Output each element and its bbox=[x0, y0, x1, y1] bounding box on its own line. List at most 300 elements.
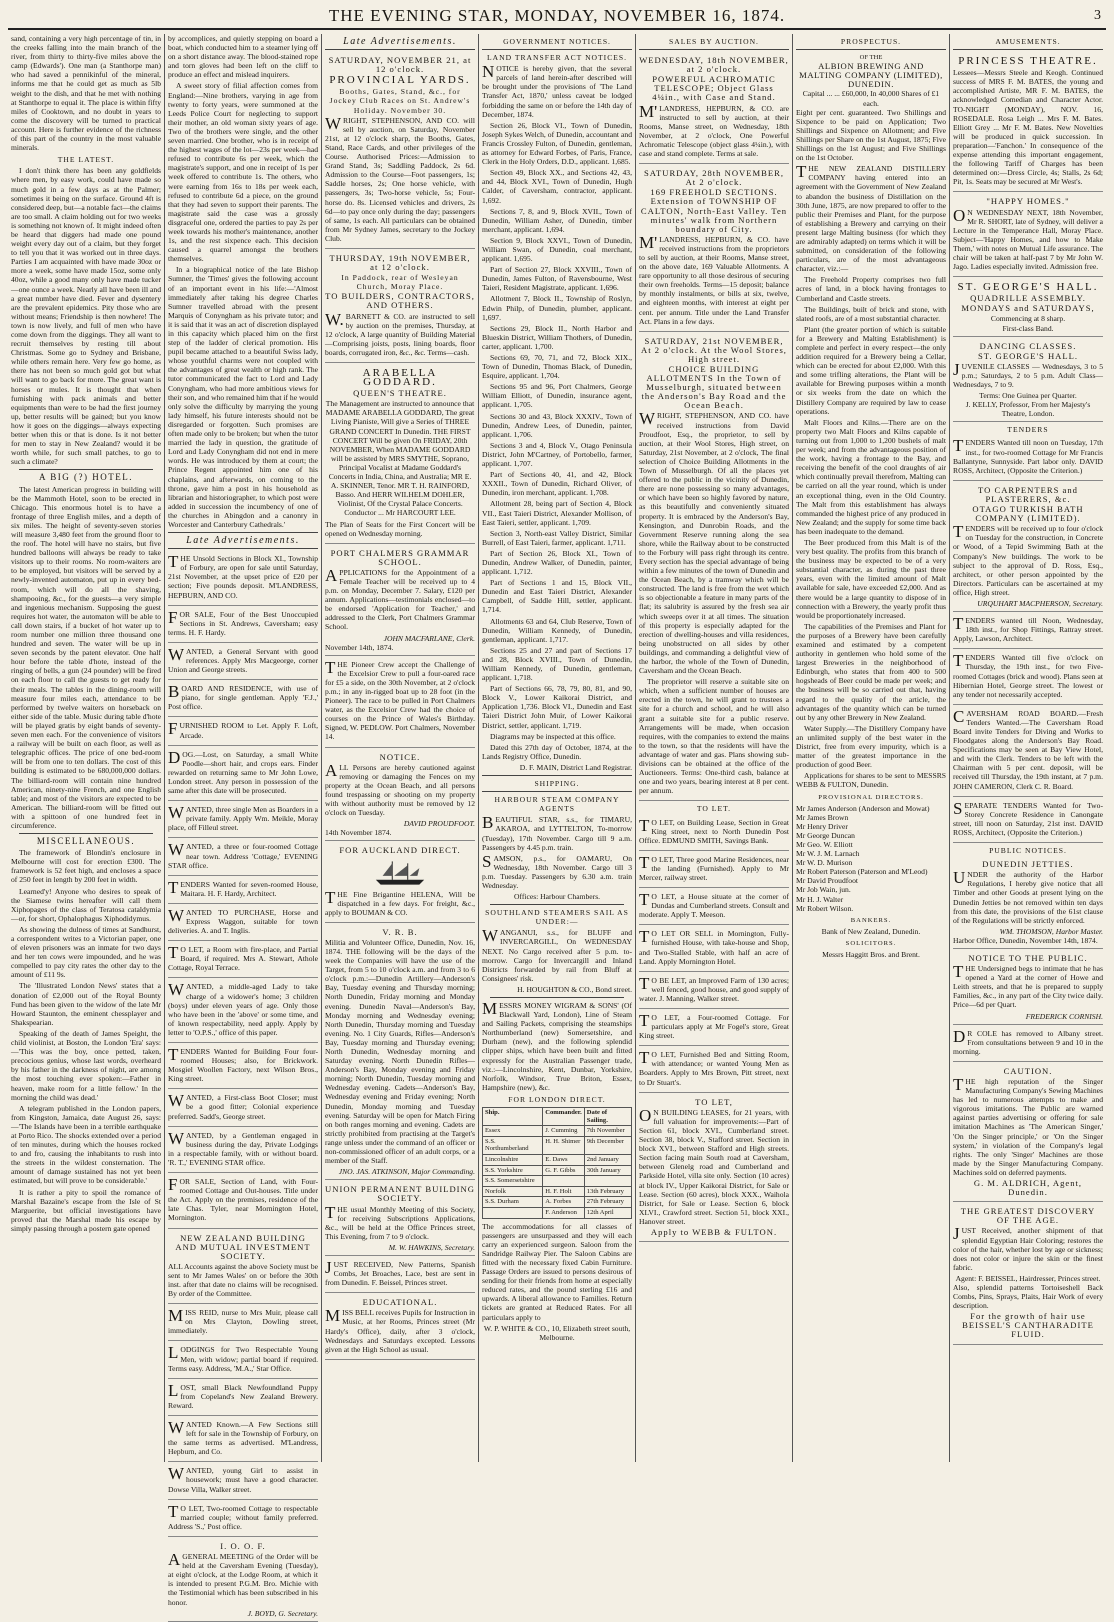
auction-heading: SALES BY AUCTION. bbox=[669, 37, 759, 46]
volunteer-ad bbox=[325, 925, 475, 1181]
table-cell: S.S. Durham bbox=[483, 1197, 543, 1208]
ad-text: WANTED Known.—A Few Sections still left for sale in the Township of Forbury, on the same terms as advertised. M'Landress, Hepburn, and Co. bbox=[168, 1418, 318, 1457]
ad-text: THE Undersigned begs to intimate that he has opened a Yard at the corner of Howe and Leith streets, and that he is prepared to supply Families, &c., in any part of the City twice daily. Price—6d per Quart. bbox=[953, 962, 1103, 1010]
misc-heading: MISCELLANEOUS. bbox=[36, 836, 136, 847]
lecture-ad bbox=[953, 194, 1103, 277]
ad-title: ARABELLA GODDARD. bbox=[362, 367, 438, 389]
classified-ad bbox=[168, 1381, 318, 1416]
director-name: Mr James Anderson (Anderson and Mowat) bbox=[796, 803, 930, 813]
tender-ad bbox=[953, 483, 1103, 612]
ad-subtitle: In Paddock, rear of Wesleyan Church, Moray Place. bbox=[341, 273, 459, 292]
director-name: Mr George Duncan bbox=[796, 830, 855, 840]
ad-text: M'LANDRESS, HEPBURN, & CO. have received instructions from the proprietors to sell by auction, at their Rooms, Manse street, on the above date, 169 Valuable Allotments. A rare opportunity to all those desirous of securing their own freeholds. Terms—15 deposit; balance by monthly instalments, or bills at six, twelve, and eighteen months, with interest at eight per cent. per annum. Title under the Land Transfer Act. Plans in a few days. bbox=[639, 232, 789, 326]
ad-date: WEDNESDAY, 18th NOVEMBER, at 2 o'clock. bbox=[639, 55, 789, 75]
table-cell: J. Cumming bbox=[543, 1126, 585, 1137]
ad-text: M'LANDRESS, HEPBURN, & CO. are instructed to sell by auction, at their Rooms, Manse street, on Wednesday, 18th November, at 2 o'clock, One Powerful Achromatic Telescope (object glass 4¼in.), with case and stand complete. Terms at sale. bbox=[639, 101, 789, 159]
solicitors-heading: SOLICITORS. bbox=[845, 939, 897, 947]
prospectus-paragraph: The Freehold Property comprises two full acres of land, in a block having frontages to Cumberland and Castle streets. bbox=[796, 275, 946, 303]
table-cell: 7th November bbox=[584, 1126, 631, 1137]
london-heading: FOR LONDON DIRECT. bbox=[508, 1094, 606, 1104]
ad-text: Lessees—Messrs Steele and Keogh. Continued success of MRS F. M. BATES, the young and accomplished Artiste, MR F. M. BATES, the acknowledged Comedian and Character Actor. TO-NIGHT (MONDAY), NOV. 16, ROSEDALE. Rosa Leigh ... Mrs F. M. Bates. Elliott Grey ... Mr F. M. Bates. New Novelties will be produced in quick succession. In preparation—'Fanchon.' In consequence of the expense attending this important engagement, the following Tariff of Charges has been determined on:—Dress Circle, 4s; Stalls, 2s 6d; Pit, 1s. Seats may be secured at Mr West's. bbox=[953, 68, 1103, 187]
ad-title: NOTICE TO THE PUBLIC. bbox=[968, 952, 1088, 963]
divider bbox=[325, 49, 475, 50]
land-entry: Allotment 7, Block II., Township of Roslyn, Edwin Philp, of Dunedin, plumber, applicant. 1,697. bbox=[482, 294, 632, 322]
auction-ad bbox=[325, 251, 475, 363]
divider bbox=[953, 49, 1103, 50]
theatre-ad bbox=[953, 53, 1103, 192]
ad-text: DR COLE has removed to Albany street. From consultations between 9 and 10 in the morning. bbox=[953, 1026, 1103, 1056]
ad-date: SATURDAY, 21st NOVEMBER, At 2 o'clock. At the Wool Stores, High street. bbox=[641, 335, 787, 364]
late-advertisements-heading: Late Advertisements. bbox=[186, 535, 300, 547]
ad-text: WANTED, a First-class Boot Closer; must be a good fitter; Colonial experience preferred. Sadd's, George street. bbox=[168, 1091, 318, 1121]
prospectus-paragraph: The capabilities of the Premises and Plant for the purposes of a Brewery have been carefully examined and estimated by a competent authority in gentlemen who hold some of the largest Breweries in the neighborhood of Edinburgh, who states that from 400 to 500 hogsheads of Beer could be made per week; and the business will be so carried out that, having regard to the quality of the article, the advantages of the quantity which can be turned out by any other Brewery in New Zealand. bbox=[796, 621, 946, 722]
divider bbox=[490, 904, 624, 905]
classified-ad bbox=[168, 1343, 318, 1378]
ad-text: FOR SALE, Section of Land, with Four-roomed Cottage and Out-houses. Title under the Act. Apply on the premises, residence of the late Chas. Tyler, near Mornington Hotel, Mornington. bbox=[168, 1175, 318, 1223]
ad-text: TENDERS Wanted for seven-roomed House, Maitara. H. F. Hardy, Architect. bbox=[168, 877, 318, 898]
classified-ad bbox=[168, 1464, 318, 1499]
ad-text: First-class Band. bbox=[1002, 323, 1054, 333]
prospectus-paragraph: Malt Floors and Kilns.—There are on the property two Malt Floors and Kilns capable of turning out from 1,000 to 1,200 bushels of malt per week; and from the advantageous position of the work, having a frontage to the Bay, and receiving the benefit of the cool draughts of air which continually prevail therefrom, Malting can be carried on all the year round, which is under an exceptional thing, even in the Old Country. The Malt from this establishment has always commanded the highest price of any produced in New Zealand; and the supply for some time back has been inadequate to the demand. bbox=[796, 417, 946, 536]
ad-text: TENDERS Wanted for Building Four four-roomed Houses; also, for Brickwork. Mosgiel Woollen Factory, next Wilson Bros., King street. bbox=[168, 1045, 318, 1084]
misc-item: A telegram published in the London papers, from Kingston, Jamaica, date August 26, says:—'The Islands have been in a terrible earthquake at Porto Rico. The shocks extended over a period of ten minutes, during which the houses rocked to and fro, causing the inhabitants to rush into the streets in the wildest consternation. The amount of damage sustained has not yet been estimated, but will prove to be considerable.' bbox=[11, 1103, 161, 1186]
classified-ad bbox=[168, 840, 318, 875]
table-cell: H. F. Holt bbox=[543, 1186, 585, 1197]
column-1 bbox=[8, 34, 164, 1462]
ad-text: BOARD AND RESIDENCE, with use of piano, for single gentleman. Apply 'F.J.,' Post office. bbox=[168, 682, 318, 712]
ad-subtitle: ST. GEORGE'S HALL. bbox=[977, 350, 1079, 361]
ad-title: TO LET, bbox=[695, 1096, 733, 1107]
ad-text: WANTED, a General Servant with good references. Apply Mrs Macgeorge, corner Union and George streets. bbox=[168, 644, 318, 675]
classified-ad bbox=[168, 645, 318, 680]
director-name: Mr W. D. Murison bbox=[796, 858, 853, 868]
table-header: Commander. bbox=[543, 1108, 585, 1126]
column-7 bbox=[949, 34, 1106, 1462]
prospectus-paragraph: The Beer produced from this Malt is of the very best quality. The profits from this branch of the business may be expected to be of a very substantial character, as during the past three years, even with the limited amount of Malt available for sale, have exceeded £2,000. And as there would be a large quantity to dispose of in connection with a Brewery, the yearly profit thus would be proportionately increased. bbox=[796, 537, 946, 620]
ad-title: CAUTION. bbox=[1003, 1065, 1053, 1076]
ad-subtitle: OTAGO TURKISH BATH COMPANY (LIMITED). bbox=[972, 504, 1084, 524]
ad-text: WANTED, a middle-aged Lady to take charge of a widower's home; 3 children (boys) under eleven years of age. Only those who have been in the 'above' or some time, and of known respectability, need apply. Apply by letter to 'O.P.S.,' office of this paper. bbox=[168, 980, 318, 1037]
ad-title: CHOICE BUILDING ALLOTMENTS In the Town of Musselburgh, situated between the Anderson's Bay Road and the Ocean Beach. bbox=[641, 364, 787, 411]
director-name: Mr James Brown bbox=[796, 812, 849, 822]
ad-title: THE GREATEST DISCOVERY OF THE AGE. bbox=[960, 1206, 1096, 1226]
ad-text: TENDERS wanted till Noon, Wednesday, 18th inst., for Shop Fittings, Rattray street. Apply, Lawson, Architect. bbox=[953, 614, 1103, 644]
ad-text: ON BUILDING LEASES, for 21 years, with full valuation for improvements:—Part of Section 61, block XVI., Cumberland street. Section 38, block V., Stafford street. Section in block XVI., between Stafford and High streets. Section facing main South road at Caversham, between Glenelg road and Cumberland and Parkside Hotel, villa site only. Section (10 acres) at block IV., Upper Kaikorai District, for Sale or Lease. Section (60 acres), block XXX., Waihola District, for Sale or Lease. Section 6, block XLVI., Crawford street. Section 51, block XXI., Hanover street. bbox=[639, 1105, 789, 1226]
table-cell: 12th April bbox=[584, 1207, 631, 1218]
land-intro: NOTICE is hereby given, that the several parcels of land herein-after described will be brought under the provisions of 'The Land Transfer Act, 1870,' unless caveat be lodged forbidding the same on or before the 14th day of December, 1874. bbox=[482, 62, 632, 119]
ad-signature: DAVID PROUDFOOT. bbox=[403, 819, 475, 829]
classified-ad bbox=[168, 1418, 318, 1462]
column-6 bbox=[792, 34, 949, 1462]
classified-ad bbox=[325, 1258, 475, 1293]
misc-item: It is rather a pity to spoil the romance of Marshal Bazaine's escape from the Isle of St Marguerite, but official investigations have proved that the Marshal made his escape by simply passing through a postern gate opened bbox=[11, 1187, 161, 1233]
ad-text: Also, splendid patterns Tortoiseshell Back Combs, Pins, Sprays, Plaits, Hair Work of every description. bbox=[953, 1282, 1103, 1311]
land-entry: Section 9, Block XXVI., Town of Dunedin, William Swan, of Dunedin, coal merchant, applicant. 1,695. bbox=[482, 235, 632, 264]
table-row bbox=[483, 1165, 632, 1176]
table-cell: E. Daws bbox=[543, 1155, 585, 1166]
ad-signature: URQUHART MACPHERSON, Secretary. bbox=[977, 598, 1103, 608]
column-2 bbox=[164, 34, 321, 1618]
ad-heading: I. O. O. F. bbox=[220, 1540, 266, 1551]
government-notices-heading: GOVERNMENT NOTICES. bbox=[503, 37, 611, 46]
classified-ad bbox=[168, 1129, 318, 1173]
ad-title: V. R. B. bbox=[382, 926, 418, 937]
classified-ad bbox=[168, 943, 318, 978]
table-cell: S.S. Yorkshire bbox=[483, 1165, 543, 1176]
ad-title: PROVINCIAL YARDS. bbox=[329, 74, 471, 87]
ad-text: TO LET, on Building Lease, Section in Great King street, next to North Dunedin Post Office. EDMUND SMITH, Savings Bank. bbox=[639, 815, 789, 845]
ad-signature: WM. THOMSON, Harbor Master. bbox=[999, 926, 1103, 936]
ad-title: "HAPPY HOMES." bbox=[986, 196, 1070, 207]
ad-text: TO LET, Furnished Bed and Sitting Room, with attendance; or wanted Young Men as Boarders. Apply to Mrs Brown, Pitt street, next to Dr Stuart's. bbox=[639, 1048, 789, 1087]
ad-text: THE Fine Brigantine HELENA, Will be dispatched in a few days. For freight, &c., apply to BOUMAN & CO. bbox=[325, 887, 475, 917]
table-cell: Lincolnshire bbox=[483, 1155, 543, 1166]
land-entry: Section 26, Block VI., Town of Dunedin, Joseph Sykes Welch, of Dunedin, accountant and Francis Crossley Fulton, of Dunedin, gentleman, as attorney for Edward Forbes, of Paris, France, Clerk in the Holy Orders, D.D., applicant. 1,685. bbox=[482, 120, 632, 167]
ad-signature: JNO. JAS. ATKINSON, Major Commanding. bbox=[338, 1167, 475, 1177]
ad-title: EDUCATIONAL. bbox=[362, 1297, 438, 1308]
divider bbox=[168, 532, 318, 533]
classified-ad bbox=[168, 803, 318, 838]
land-entry: Part of Sections 66, 78, 79, 80, 81, and 90, Block V., Lower Kaikorai District, and Application 1,736. Block VI., Dunedin and East Taieri District John Muir, of Lower Kaikorai District, settler, applicant. 1,719. bbox=[482, 684, 632, 730]
of-the-label: OF THE bbox=[859, 54, 883, 62]
director-name: Mr Geo. W. Elliott bbox=[796, 839, 853, 849]
lease-ad bbox=[639, 1095, 789, 1242]
tenders-heading: TENDERS bbox=[1007, 425, 1049, 435]
ad-title: NOTICE. bbox=[379, 751, 421, 762]
notice-ad bbox=[953, 951, 1103, 1025]
ad-text: ALL Persons are hereby cautioned against removing or damaging the Fences on my property at the Ocean Beach, and all persons found trespassing or shooting on my property with without authority must be removed by 12 o'clock on Tuesday. bbox=[325, 760, 475, 818]
land-entry: Sections 7, 8, and 9, Block XVII., Town of Dunedin, William Asher, of Dunedin, timber merchant, applicant. 1,694. bbox=[482, 206, 632, 234]
ad-text: TO LET, a Room with fire-place, and Partial Board, if required. Mrs A. Stewart, Athole Cottage, Royal Terrace. bbox=[168, 943, 318, 973]
land-entry: Sections 95 and 96, Port Chalmers, George William Elliott, of Dunedin, insurance agent, applicant. 1,705. bbox=[482, 382, 632, 410]
ad-text: JUST RECEIVED, New Patterns, Spanish Combs, Jet Broaches, Lace, best are sent in from Dunedin. F. Beissel, Princes street. bbox=[325, 1257, 475, 1288]
column-3 bbox=[321, 34, 478, 1462]
tender-ad bbox=[953, 707, 1103, 797]
classified-ad bbox=[168, 1306, 318, 1341]
table-cell bbox=[483, 1207, 543, 1218]
table-header: Date of Sailing. bbox=[584, 1108, 631, 1126]
ad-text: WANTED, young Girl to assist in housework; must have a good character. Dowse Villa, Walker street. bbox=[168, 1464, 318, 1494]
divider bbox=[639, 49, 789, 50]
land-entry: Section 3, North-east Valley District, Similar Burrell, of East Taieri, farmer, applicant. 1,711. bbox=[482, 528, 632, 547]
land-date: Dated this 27th day of October, 1874, at the Lands Registry Office, Dunedin. bbox=[482, 742, 632, 761]
divider bbox=[482, 791, 632, 792]
land-entry: Part of Section 27, Block XXVIII., Town of Dunedin, James Fulton, of Ravensbourne, West Taieri, Resident Magistrate, applicant. 1,696. bbox=[482, 265, 632, 293]
tender-ad bbox=[953, 614, 1103, 649]
ad-date: November 14th, 1874. bbox=[325, 642, 394, 652]
classified-ad bbox=[639, 816, 789, 851]
classified-ad bbox=[168, 1175, 318, 1228]
ad-agent: Agent: F. BEISSEL, Hairdresser, Princes street. bbox=[955, 1273, 1101, 1283]
classified-ad bbox=[168, 682, 318, 717]
misc-item: As showing the dulness of times at Sandhurst, a correspondent writes to a Victorian paper, one of eleven prisoners was an inmate for two days and her ten cows were impounded, and he was compelled to pay city rates the other day to the amount of £11 9s. bbox=[11, 924, 161, 980]
ad-text: TO BE LET, an Improved Farm of 130 acres; well fenced, good house, and good supply of water. J. Manning, Walker street. bbox=[639, 973, 789, 1003]
ship-notice: SAMSON, p.s., for OAMARU, On Wednesday, 18th November. Cargo till 3 p.m. Tuesday. Passengers by 6.30 a.m. train Wednesday. bbox=[482, 851, 632, 890]
ad-subtitle: QUEEN'S THEATRE. bbox=[353, 388, 447, 399]
ad-text: JUVENILE CLASSES — Wednesdays, 3 to 5 p.m.; Saturdays, 2 to 5 p.m. Adult Class—Wednesdays, 7 to 9. bbox=[953, 359, 1103, 389]
table-row bbox=[483, 1155, 632, 1166]
column-4 bbox=[478, 34, 635, 1462]
ad-footer: For the growth of hair use BEISSEL'S CANTHARADITE FLUID. bbox=[962, 1311, 1094, 1340]
table-cell: Norfolk bbox=[483, 1186, 543, 1197]
table-cell: 9th December bbox=[584, 1136, 631, 1154]
classified-ad bbox=[168, 1539, 318, 1622]
ad-text: UNDER the authority of the Harbor Regulations, I hereby give notice that all Timber and other Goods at present lying on the Dunedin Jetties be not removed within ten days from this date, the provisions of the 61st clause of the Regulations will be strictly enforced. bbox=[953, 868, 1103, 925]
divider bbox=[19, 833, 153, 834]
article-continuation: by accomplices, and quietly stepping on board a boat, which conducted him to a steamer lying off on a short distance away. The blood-stained rope and torn gloves had been left on the cliff to produce an effect and mislead inquirers. bbox=[168, 34, 318, 80]
classified-ad bbox=[168, 1045, 318, 1089]
prospectus-paragraph: Water Supply.—The Distillery Company have an unlimited supply of the best water in the District, free from every impurity, which is a matter of the greatest importance in the production of good Beer. bbox=[796, 723, 946, 770]
ad-subtitle: Booths, Gates, Stand, &c., for Jockey Club Races on St. Andrew's Holiday. November 30. bbox=[329, 87, 471, 115]
ad-text: WANTED, by a Gentleman engaged in business during the day, Private Lodgings in a respectable family, with or without board. 'R. T.,' EVENING STAR office. bbox=[168, 1128, 318, 1167]
ad-date: Harbor Office, Dunedin, November 14th, 1874. bbox=[953, 935, 1098, 945]
tender-ad bbox=[953, 799, 1103, 843]
masthead bbox=[8, 6, 1106, 30]
education-ad bbox=[325, 1295, 475, 1360]
ad-signature: Apply to WEBB & FULTON. bbox=[650, 1226, 778, 1237]
to-let-heading: TO LET. bbox=[696, 804, 732, 814]
ad-date: THURSDAY, 19th NOVEMBER, at 12 o'clock. bbox=[329, 252, 471, 273]
table-header-row bbox=[483, 1108, 632, 1126]
land-entry: Section 49, Block XX., and Sections 42, 43, and 44, Block XVI., Town of Dunedin, Hugh Calder, of Caversham, contractor, applicant. 1,692. bbox=[482, 168, 632, 205]
ad-title: DUNEDIN JETTIES. bbox=[982, 859, 1074, 870]
land-transfer-heading: LAND TRANSFER ACT NOTICES. bbox=[486, 53, 628, 63]
challenge-ad bbox=[325, 658, 475, 748]
latest-heading: THE LATEST. bbox=[57, 155, 115, 165]
ship-notice: BEAUTIFUL STAR, s.s., for TIMARU, AKAROA, and LYTTELTON, To-morrow (Tuesday), 17th November. Cargo till 9 a.m. Passengers by 4.45 p.m. train. bbox=[482, 813, 632, 852]
bankers-name: Bank of New Zealand, Dunedin. bbox=[821, 926, 921, 936]
capital-line: Capital ... ... £60,000, In 40,000 Shares of £1 each. bbox=[802, 89, 940, 108]
ad-text: LOST, small Black Newfoundland Puppy from Copeland's New Zealand Brewery. Reward. bbox=[168, 1380, 318, 1410]
shipping-heading: SHIPPING. bbox=[534, 779, 580, 789]
ad-text: ON WEDNESDAY NEXT, 18th November, Mr R. SHORT, late of Sydney, will deliver a Lecture in the Temperance Hall, Moray Place. Subject—'Happy Homes, and how to Make Them,' with notes on Mutual Life assurance. The chair will be taken at half-past 7 by Mr John W. Jago. Ladies especially invited. Admission free. bbox=[953, 205, 1103, 272]
ad-text: Terms: One Guinea per Quarter. bbox=[979, 391, 1077, 401]
prospectus-paragraph: The Buildings, built of brick and stone, with slated roofs, are of a most substantial character. bbox=[796, 304, 946, 323]
land-entry: Part of Sections 1 and 15, Block VII., Dunedin and East Taieri District, Alexander Campbell, of Saddle Hill, settler, applicant. 1,714. bbox=[482, 578, 632, 615]
ad-text: MISS BELL receives Pupils for Instruction in Music, at her Rooms, Princes street (Mr Hardy's Office), daily, after 3 o'clock, Wednesdays and Saturdays excepted. Lessons given at the High School as usual. bbox=[325, 1306, 475, 1354]
ad-signature: JOHN MACFARLANE, Clerk. bbox=[383, 633, 475, 643]
prospectus-heading: PROSPECTUS. bbox=[840, 37, 902, 46]
table-cell: 30th January bbox=[584, 1165, 631, 1176]
table-row bbox=[483, 1207, 632, 1218]
land-signature: D. F. MAIN, District Land Registrar. bbox=[519, 762, 632, 772]
ship-icon bbox=[371, 858, 429, 888]
ad-text: TENDERS Wanted till five o'clock on Thursday, the 19th inst., for two Five-roomed Cottages (brick and wood). Plans seen at Hibernian Hotel, George street. The lowest or any tender not necessarily accepted. bbox=[953, 651, 1103, 699]
ad-text: APPLICATIONS for the Appointment of a Female Teacher will be received up to 4 p.m. on Monday, December 7. Salary, £120 per annum. Applications—testimonials enclosed—to be endorsed 'Application for Teacher,' and addressed to the Clerk, Port Chalmers Grammar School. bbox=[325, 565, 475, 632]
divider bbox=[796, 49, 946, 50]
masthead-title: THE EVENING STAR, MONDAY, NOVEMBER 16, 1874. bbox=[328, 6, 786, 25]
ad-date: SATURDAY, 28th NOVEMBER, At 2 o'clock. bbox=[643, 168, 785, 188]
ad-subtitle: QUADRILLE ASSEMBLY. bbox=[970, 293, 1086, 304]
ad-title: DANCING CLASSES. bbox=[979, 340, 1077, 351]
late-advertisements-heading: Late Advertisements. bbox=[343, 36, 457, 47]
ad-text: THE Pioneer Crew accept the Challenge of the Excelsior Crew to pull a four-oared race for £5 a side, on the 30th November, at 2 o'clock p.m.; in any in-rigged boat up to 28 foot (in the Pioneer). The race to be pulled in Port Chalmers water, as the Excelsior Crew had the choice of courses on the Prince of Wales's Birthday. Signed, W. PEDLOW. Port Chalmers, November 14. bbox=[325, 657, 475, 742]
hotel-article: The latest American progress in building will be the Mammoth Hotel, soon to be erected in Chicago. This enormous hotel is to have a frontage of three English miles, and a depth of six miles. The height of seventy-seven stories will measure 3,480 feet from the ground floor to the roof. The hotel will have no stairs, but five hundred balloons will always be ready to take visitors up to their rooms. No room-waiters are to be employed, but visitors will be served by a newly-invented automaton, put up in every bed-room, which will do all the shaving, shampooing, &c., for the guests—a very simple and ingenious mechanism. Supposing the guest requires hot water, the automaton will be able to call down stairs, if a bucket of hot water up to room number one million three thousand one hundred and seven. The water will be up in seven seconds by the patent elevator. One half hour before the table d'hote, instead of the ringing of bells, a gun (24 pounder) will be fired on each floor to call the guests to get ready for their meals. The tables in the dining-room will measure four miles each, attendance to be performed by twelve waiters on horseback on either side of the table. Music during table d'hote will be played gratis by eight bands of seventy-seven men each. For the convenience of visitors a railway will be built on each floor, as well as telegraphic offices. The price of one bed-room will be from one to ten dollars. The cost of this building is estimated to be 680,000,000 dollars. The billiard-room will contain nine hundred American, ninety-nine French, and one English table; and most of the visitors are expected to be American. The billiard-room will be fitted out with a spittoon of one hundred feet in circumference. bbox=[11, 484, 161, 830]
ad-title: PRINCESS THEATRE. bbox=[958, 55, 1098, 68]
land-note: Diagrams may be inspected at this office. bbox=[490, 731, 616, 741]
auction-ad bbox=[639, 334, 789, 802]
table-row bbox=[483, 1176, 632, 1187]
director-name: Mr Robert Wilson. bbox=[796, 903, 854, 913]
ad-text: WANTED, three single Men as Boarders in a private family. Apply Wm. Meikle, Moray place, off Filleul street. bbox=[168, 803, 318, 833]
divider bbox=[482, 775, 632, 776]
ad-title: POWERFUL ACHROMATIC TELESCOPE; Object Glass 4¼in., with Case and Stand. bbox=[652, 74, 776, 103]
solicitors-name: Messrs Haggitt Bros. and Brent. bbox=[822, 950, 920, 959]
table-cell bbox=[543, 1176, 585, 1187]
ad-text: WANTED TO PURCHASE, Horse and Express Waggon, suitable for town deliveries. A. and T. Inglis. bbox=[168, 905, 318, 936]
table-cell: 2nd January bbox=[584, 1155, 631, 1166]
ad-title: PORT CHALMERS GRAMMAR SCHOOL. bbox=[330, 547, 470, 567]
harbour-heading: HARBOUR STEAM COMPANY AGENTS bbox=[494, 795, 620, 814]
ad-text: FURNISHED ROOM to Let. Apply F. Loft, Arcade. bbox=[168, 719, 318, 740]
ad-text: DOG.—Lost, on Saturday, a small White Poodle—short hair, and crops ears. Finder rewarded on returning same to Mr John Lowe, London street. Any person in possession of the same after this date will be prosecuted. bbox=[168, 747, 318, 796]
shipping-ad bbox=[325, 843, 475, 922]
ad-signature: M. W. HAWKINS, Secretary. bbox=[388, 1242, 475, 1252]
goldfields-article-intro: sand, containing a very high percentage of tin, in the creeks falling into the main branch of the river, from thirty to thirty-five miles above the camp (Edwards'). One man (a Stanthorpe man) who had saved a pennikinful of the mineral, informs me that he could get as much as 5lb weight to the dish, and that he met with nothing at Stanthorpe to equal it. The place is within fifty miles of Cooktown, and no doubt in years to come the discovery will be turned to practical account. Here is further evidence of the richness of this part of the country in the most valuable minerals. bbox=[11, 34, 161, 153]
divider bbox=[19, 469, 153, 470]
classified-ad bbox=[168, 878, 318, 904]
land-entry: Sections 30 and 43, Block XXXIV., Town of Dunedin, Andrew Lees, of Dunedin, painter, applicant. 1,706. bbox=[482, 411, 632, 439]
ad-text: JUST Received, another shipment of that splendid Egyptian Hair Coloring; restores the color of the hair, whether lost by age or sickness; does not color or injure the skin or the finest fabric. bbox=[953, 1224, 1103, 1272]
classified-ad bbox=[168, 906, 318, 941]
ad-text: WRIGHT, STEPHENSON, AND CO. will sell by auction, on Saturday, November 21st, at 12 o'clock sharp, the Booths, Gates, Stand, Race Cards, and other privileges of the Course. Authorised Prices:—Admission to Grand Stand, 3s; Saddling Paddock, 2s 6d. Admission to the Course—Foot passengers, 1s; Saddle horses, 2s; One horse vehicle, with passengers, 3s; Two-horse vehicle, 5s; Four-horse do. 8s. Licensed vehicles and drivers, 2s 6d—to pay once only during the day; passengers of same, 1s each. All particulars can be obtained from Mr Sydney James, secretary to the Jockey Club. bbox=[325, 113, 475, 243]
auction-ad bbox=[639, 53, 789, 164]
ad-text: TO LET, Three good Marine Residences, near the landing (Furnished). Apply to Mr Mercer, railway street. bbox=[639, 852, 789, 882]
director-name: Mr Job Wain, jun. bbox=[796, 885, 851, 895]
ad-title: 169 FREEHOLD SECTIONS. Extension of TOWNSHIP OF CALTON, North-East Valley. Ten minutes' walk from Northern boundary of City. bbox=[640, 187, 788, 234]
ad-heading: NEW ZEALAND BUILDING AND MUTUAL INVESTMENT SOCIETY. bbox=[175, 1232, 311, 1261]
ad-text: THE usual Monthly Meeting of this Society, for receiving Subscriptions Applications, &c., will be held at the Office Princes street, This Evening, from 7 to 9 o'clock. bbox=[325, 1202, 475, 1241]
table-signature: W. P. WHITE & CO., 10, Elizabeth street south, Melbourne. bbox=[483, 1323, 631, 1342]
ad-title: ST. GEORGE'S HALL. bbox=[957, 281, 1099, 294]
ad-text: TO LET, a House situate at the corner of Dundas and Cumberland streets. Consult and moderate. Apply T. Meeson. bbox=[639, 890, 789, 920]
prospectus-intro: Eight per cent. guaranteed. Two Shillings and Sixpence to be paid on Application; Two Shillings and Sixpence on Allotment; and Five Shillings per Share on the 1st August, 1875; Five Shillings on the 1st August; and Five Shillings on the 1st October. bbox=[796, 107, 946, 163]
land-entry: Allotment 28, being part of Section 4, Block VII., East Taieri District, Alexander Mollison, of East Taieri, settler, applicant. 1,709. bbox=[482, 499, 632, 527]
ad-text: WRIGHT, STEPHENSON, AND CO. have received instructions from David Proudfoot, Esq., the proprietor, to sell by auction, at their Wool Stores, High street, on Saturday, 21st November, at 2 o'clock, The final selection of Choice Building Allotments in the Town of Musselburgh. Of all the places yet offered to the public in the vicinity of Dunedin, there are none possessing so many advantages, or which have been so highly favored by nature, as this beautifully and conveniently situated property. It is embraced by the Anderson's Bay, Kensington, and Dunrobin Roads, and the Government Reserve running along the sea shore, while the Railway about to be constructed to the Forbury will pass right through its centre. Every section has the special advantage of being within a few minutes of the town of Dunedin and the Ocean Beach, by a tramway which will be constructed. The land is free from the wet which is so objectionable a feature in many parts of the flat; its salubrity is assured by the fresh sea air which sweeps over it at all times. The situation of this property is especially adapted for the erection of dwelling-houses and villa residences, being unobstructed on all sides by other buildings, and commanding a delightful view of the harbor, the whole of the Town of Dunedin, Caversham and the Ocean Beach. bbox=[639, 409, 789, 676]
ad-text: Commencing at 8 sharp. bbox=[990, 314, 1066, 324]
classified-ad bbox=[168, 719, 318, 745]
misc-item: Learned'y! Anyone who desires to speak of the Siamese twins hereafter will call them Xiphopages of the class of Teratosa cataldymia—or, for short, Ophalophagus Xiphodidymus. bbox=[11, 886, 161, 923]
ad-text: LODGINGS for Two Respectable Young Men, with widow; partial board if required. Terms easy. Address, 'M.A.,' Star Office. bbox=[168, 1343, 318, 1373]
ad-text: MISS REID, nurse to Mrs Muir, please call on Mrs Clayton, Dowling street, immediately. bbox=[168, 1306, 318, 1336]
land-entry: Allotments 63 and 64, Club Reserve, Town of Dunedin, William Kennedy, of Dunedin, gentleman, applicant. 1,717. bbox=[482, 616, 632, 644]
director-name: Mr David Proudfoot bbox=[796, 876, 859, 886]
filial-article: A sweet story of filial affection comes from England:—Nine brothers, varying in age from twenty to forty years, were summoned at the Leeds Police Court for neglecting to support their mother, an old woman sixty years of age. Two of the brothers were single, and the other seven married. One brother, who is in receipt of the highest wages of the lot—23s per week—had refused to contribute 6s per week, which the magistrate's support, and one in receipt of 1s per week offered to contribute 1s. The others, who were earning from 16s to 18s per week each, refused to contribute 6d a piece, on the ground that they had seven to support their parents. The magistrate said the case was a grossly disgraceful one, ordered the parties to pay 2s per week towards his mother's maintenance, another 1s, and the rest sixpence each. This decision caused a quarrel amongst the brothers themselves. bbox=[168, 81, 318, 264]
ad-text: ALL Accounts against the above Society must be sent to Mr James Wales' on or before the 30th inst. after that date no claims will be recognised. By order of the Committee. bbox=[168, 1261, 318, 1299]
dancing-ad bbox=[953, 339, 1103, 423]
ad-text: Militia and Volunteer Office, Dunedin, Nov. 16, 1874. THE following will be the days of the week the Companies will have the use of the Target, from 5 to 10 o'clock a.m. and from 3 to 6 o'clock p.m.:—Dunedin Artillery—Anderson's Bay, Tuesday evening and Thursday morning; North Dunedin, Friday morning and Monday evening. Dunedin Naval—Anderson's Bay, Monday morning and Wednesday evening; North Dunedin, Thursday morning and Tuesday evening. No. 1 City Guards, Rifles—Anderson's Bay, Tuesday morning and Thursday evening; North Dunedin, Wednesday morning and Saturday evening. North Dunedin Rifles—Anderson's Bay, Monday evening and Friday morning; North Dunedin, Tuesday morning and Wednesday evening. Cadets—Anderson's Bay, Wednesday evening and Friday evening; North Dunedin, Monday morning and Tuesday evening. Saturday will be open for Match Firing on both ranges morning and evening. Cadets are strictly prohibited from practising at the Target's range unless under the command of an officer or non-commissioned officer of an adult corps, or a member of the Staff. bbox=[325, 937, 475, 1166]
ad-text: THE high reputation of the Singer Manufacturing Company's Sewing Machines has led to numerous attempts to make and vigorous imitations. The Public are warned against parties advertising or offering for sale imitation Machines as 'The American Singer,' 'On the Singer principle,' or 'On the Singer system,' in violation of the Company's legal rights. The only 'Singer' Machines are those made by the Singer Manufacturing Company. Machines sold on deferred payments. bbox=[953, 1075, 1103, 1177]
land-entry: Sections 69, 70, 71, and 72, Block XIX., Town of Dunedin, Thomas Black, of Dunedin, Esquire, applicant. 1,704. bbox=[482, 353, 632, 381]
ship-notice: WANGANUI, s.s., for BLUFF and INVERCARGILL, On WEDNESDAY NEXT. No Cargo received after 5 p.m. to-morrow. Cargo for Invercargill and Inland Districts forwarded by rail from Bluff at Consignees' risk. bbox=[482, 926, 632, 983]
ad-date: 14th November 1874. bbox=[325, 828, 392, 838]
ad-text: TENDERS Wanted till noon on Tuesday, 17th inst., for two-roomed Cottage for Mr Francis Ballantyne, Sunnyside. Part labor only. DAVID ROSS, Architect, (Opposite the Criterion.) bbox=[953, 436, 1103, 475]
director-name: Mr W. J. M. Larnach bbox=[796, 849, 860, 859]
land-entry: Sections 3 and 4, Block V., Otago Peninsula District, John M'Cartney, of Portobello, farmer, applicant. 1,707. bbox=[482, 440, 632, 469]
prospectus-agent: Applications for shares to be sent to MESSRS WEBB & FULTON, Dunedin. bbox=[796, 771, 946, 790]
ad-note: The Plan of Seats for the First Concert will be opened on Wednesday morning. bbox=[325, 519, 475, 538]
misc-item: Speaking of the death of James Speight, the child violinist, at Boston, the London 'Era' says:—'This was the boy, once petted, taken, precocious genius, whose last words, overheard by his father in the darkness of night, are among the most touching ever spoken:—Father in heaven, make room for a little fellow.' In the morning the child was dead.' bbox=[11, 1028, 161, 1102]
notice-ad bbox=[953, 1027, 1103, 1062]
caution-ad bbox=[953, 1064, 1103, 1202]
table-cell: F. Anderson bbox=[543, 1207, 585, 1218]
table-cell: H. H. Shimer bbox=[543, 1136, 585, 1154]
misc-item: The framework of Blondin's enclosure in Melbourne will cost for erection £300. The framework is 52 feet high, and encloses a space of 250 feet in length by 200 feet in width. bbox=[11, 848, 161, 885]
table-cell: 13th February bbox=[584, 1186, 631, 1197]
classified-ad bbox=[168, 1231, 318, 1305]
table-cell: 27th February bbox=[584, 1197, 631, 1208]
table-note: The accommodations for all classes of passengers are unsurpassed and they will each carry an experienced surgeon. Saloon from the Sandridge Railway Pier. The Saloon Cabins are fitted with the necessary fixed Cabin Furniture. Passage Orders are issued to persons desirous of sending for their friends from home at especially reduced rates, and the pound sterling £16 and upwards. A liberal allowance to Families. Return tickets are granted at Reduced Rates. For all particulars apply to bbox=[482, 1221, 632, 1322]
classified-ad bbox=[168, 552, 318, 605]
classified-ad bbox=[639, 974, 789, 1009]
ad-text: The Management are instructed to announce that MADAME ARABELLA GODDARD, The great Living Pianiste, Will give a Series of THREE GRAND CONCERT In Dunedin. THE FIRST CONCERT Will be given On FRIDAY, 20th NOVEMBER, When MADAME GODDARD will be assisted by MRS SMYTHE, Soprano, Principal Vocalist at Madame Goddard's Concerts in India, China, and Australia; MR E. A. SKINNER, Tenor. MR T. H. RAINFORD, Basso. And HERR WILHELM DOHLER, Violinist, Of the Crystal Palace Concerts. Conductor ... Mr HARCOURT LEE. bbox=[325, 399, 475, 518]
classified-ad bbox=[639, 1048, 789, 1092]
classified-ad bbox=[639, 853, 789, 888]
school-ad bbox=[325, 546, 475, 656]
columns bbox=[8, 34, 1106, 1618]
theatre-ad bbox=[325, 365, 475, 544]
table-row bbox=[483, 1126, 632, 1137]
ad-date: SATURDAY, NOVEMBER 21, at 12 o'clock. bbox=[328, 55, 472, 75]
society-ad bbox=[325, 1182, 475, 1256]
ad-text: WANTED, a three or four-roomed Cottage near town. Address 'Cottage,' EVENING STAR office. bbox=[168, 840, 318, 870]
land-entry: Part of Sections 40, 41, and 42, Block XXXII., Town of Dunedin, Richard Oliver, of Dunedin, iron merchant, applicant. 1,708. bbox=[482, 470, 632, 498]
divider bbox=[490, 997, 624, 998]
ad-title: UNION PERMANENT BUILDING SOCIETY. bbox=[325, 1184, 475, 1204]
ad-text: AGENERAL MEETING of the Order will be held at the Caversham Evening (Tuesday), at eight o'clock, at the Lodge Room, at which it is intended to present P.G.M. Bro. Michie with the Testimonial which has been subscribed in his honor. bbox=[168, 1550, 318, 1607]
classified-ad bbox=[168, 1091, 318, 1126]
table-row bbox=[483, 1136, 632, 1154]
auction-ad bbox=[639, 166, 789, 332]
land-entry: Part of Section 26, Block XI., Town of Dunedin, Andrew Walker, of Dunedin, painter, applicant. 1,712. bbox=[482, 548, 632, 577]
divider bbox=[482, 49, 632, 50]
classified-ad bbox=[639, 1011, 789, 1046]
table-cell: S.S. Somersetshire bbox=[483, 1176, 543, 1187]
director-name: Mr Robert Paterson (Paterson and M'Leod) bbox=[796, 867, 928, 877]
directors-heading: PROVISIONAL DIRECTORS. bbox=[818, 793, 924, 801]
director-name: Mr Henry Driver bbox=[796, 821, 848, 831]
ad-text: TENDERS will be received up to four o'clock on Tuesday for the construction, in Concrete or Wood, of a Tepid Swimming Bath at the Company's New buildings. The work to be subject to the approval of D. Ross, Esq., architect, or other person appointed by the Directors. Particulars can be ascertained at my office, High street. bbox=[953, 522, 1103, 597]
notice-ad bbox=[953, 857, 1103, 949]
misc-item: The 'Illustrated London News' states that a donation of £2,000 out of the Royal Bounty Fund has been given to the widow of the late Mr Howard Staunton, the eminent chessplayer and Shakspearian. bbox=[11, 981, 161, 1027]
tender-ad bbox=[953, 436, 1103, 480]
ship-notice: MESSRS MONEY WIGRAM & SONS' (Of Blackwall Yard, London), Line of Steam and Sailing Packets, comprising the steamships Northumberland (new) Somersetshire, and Durham (new), and the following splendid clipper ships, which have been built and fitted expressly for the Australian Passenger trade, viz.:—Lincolnshire, Kent, Dunbar, Yorkshire, Norfolk, Windsor, True Briton, Essex, Hampshire (new), &c. bbox=[482, 999, 632, 1092]
ad-text: THE Unsold Sections in Block XI., Township of Forbury, are open for sale until Saturday, 21st November, at the upset price of £20 per section; Five pounds deposit. M'LANDRESS, HEPBURN, AND CO. bbox=[168, 552, 318, 600]
sumner-article: In a biographical notice of the late Bishop Sumner, the 'Times' gives the following account of an important event in his life:—'Almost immediately after taking his degree Charles Sumner travelled abroad with the present Marquis of Conyngham as his private tutor; and it is said that it was an act of discretion displayed in this capacity which placed him on the first step of the ladder of clerical promotion. His pupil became attached to a beautiful Swiss lady, whose youthful charms were not coupled with the advantages of great wealth or high rank. The tutor communicated the fact to Lord and Lady Conyngham, who had more ambitious views for their son, and who remained him that if he would only solve the difficulty by marrying the young lady himself, his future interests should not be disregarded or forgotten. Such promises are often made only to be broken; but when the tutor married the lady in question, the gratitude of Lord and Lady Conyngham did not end in mere words. He was introduced by them at court; the Prince Regent appointed him one of his chaplains, and afterwards, on coming to the throne, gave him a post in his household as librarian and historiographer, to which post were added in succession the incumbency of one of the churches in Abingdon and a canonry in Worcester and Canterbury Cathedrals.' bbox=[168, 265, 318, 529]
offices-line: Offices: Harbour Chambers. bbox=[513, 892, 601, 902]
classified-ad bbox=[168, 980, 318, 1043]
page-number: 3 bbox=[1094, 8, 1102, 23]
ship-signature: H. HOUGHTON & CO., Bond street. bbox=[517, 984, 632, 994]
table-header: Ship. bbox=[483, 1108, 543, 1126]
table-cell: G. F. Gibbs bbox=[543, 1165, 585, 1176]
table-cell: A. Forbes bbox=[543, 1197, 585, 1208]
ad-text: TO LET OR SELL in Mornington, Fully-furnished House, with take-house and Shop, and Two-Stalled Stable, with half an acre of Land. Apply Mornington Hotel. bbox=[639, 927, 789, 966]
table-cell: Essex bbox=[483, 1126, 543, 1137]
ad-text: SEPARATE TENDERS Wanted for Two-Storey Concrete Residence in Canongate street, till noon on Saturday, 21st inst. DAVID ROSS, Architect, (Opposite the Criterion.) bbox=[953, 798, 1103, 837]
ad-text: CAVERSHAM ROAD BOARD.—Fresh Tenders Wanted.—The Caversham Road Board invite Tenders for Diving and Works to Floodgates along the Anderson's Bay Road. Specifications may be seen at Bay View Hotel, and with the Clerk. Tenders to be left with the Chairman with 5 per cent. deposit, will be received till Thursday, the 19th instant, at 7 p.m. JOHN CAMERON, Clerk C. R. Board. bbox=[953, 706, 1103, 791]
ad-title: TO BUILDERS, CONTRACTORS, AND OTHERS. bbox=[325, 291, 475, 311]
table-row bbox=[483, 1186, 632, 1197]
ad-title: FOR AUCKLAND DIRECT. bbox=[339, 845, 461, 856]
classified-ad bbox=[168, 1502, 318, 1537]
ad-text: The proprietor will reserve a suitable site on which, when a sufficient number of houses are erected in the town, he will grant to trustees a site for a church and school, and he will also grant a suitable site for a public reserve. Arrangements will be made, when occasion requires, with the companies to extend the mains to the town, so that the residents will have the advantage of water and gas. Plans showing sub-divisions can be obtained at the office of the Auctioneers. Terms: One-third cash, balance at one and two years, bearing interest at 8 per cent. per annum. bbox=[639, 677, 789, 796]
prospectus-paragraph: THE NEW ZEALAND DISTILLERY COMPANY having entered into an agreement with the Government of New Zealand to abandon the business of Distillation on the 30th June, 1875, are now prepared to offer to the public their Premises and Plant, for the purpose of establishing a Brewery and carrying on their present large Malting business (for which they are admirably adapted) on terms which it will be submitted, on consideration of the following particulars, are of the most advantageous character, viz.:— bbox=[796, 162, 946, 274]
tender-ad bbox=[953, 651, 1103, 704]
southland-heading: SOUTHLAND STEAMERS SAIL AS UNDER:— bbox=[485, 908, 629, 927]
ad-subtitle: MONDAYS and SATURDAYS, bbox=[961, 303, 1095, 314]
land-entry: Sections 29, Block II., North Harbor and Blueskin District, William Thothers, of Dunedin, carter, applicant. 1,700. bbox=[482, 323, 632, 351]
